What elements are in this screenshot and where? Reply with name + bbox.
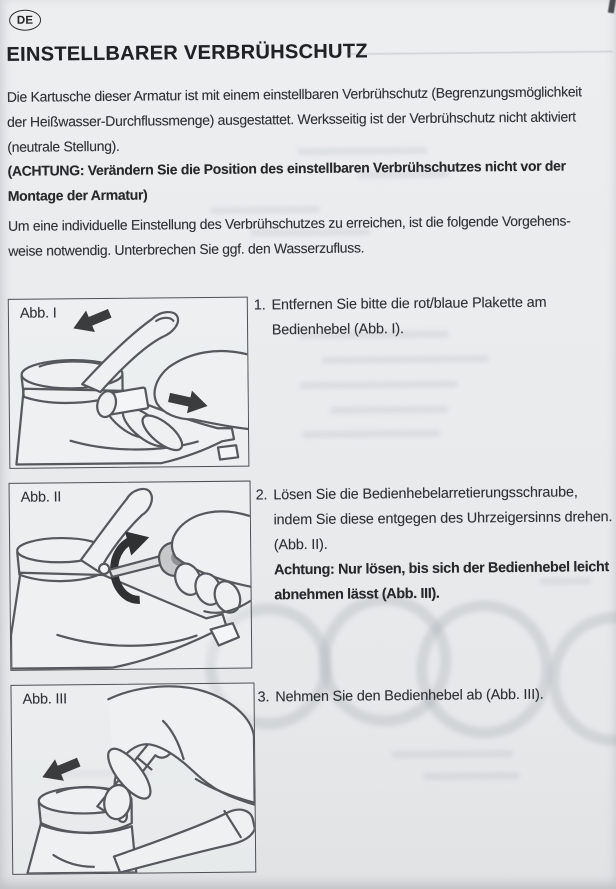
figure-3-box — [10, 683, 256, 875]
scan-edge-artifact — [608, 0, 616, 13]
figure-2-label: Abb. II — [20, 489, 62, 506]
figure-1-illustration — [9, 298, 249, 468]
step-2-text — [273, 480, 613, 608]
step-3 — [257, 682, 613, 710]
step-2-warning-line: abnehmen lässt (Abb. III). — [274, 585, 440, 604]
figure-1-label: Abb. I — [19, 305, 57, 322]
step-3-line: Nehmen Sie den Bedienhebel ab (Abb. III). — [275, 686, 544, 706]
step-2-line: indem Sie diese entgegen des Uhrzeigersinns drehen. — [273, 509, 613, 529]
step-1-line: Bedienhebel (Abb. I). — [271, 321, 404, 339]
lift-off-arrow-icon — [38, 751, 83, 788]
heading-rule — [346, 51, 612, 55]
language-badge-label: DE — [16, 14, 34, 27]
faucet-nozzle — [218, 445, 238, 459]
procedure-line: Um eine individuelle Einstellung des Verbrühschutzes zu erreichen, ist die folgende Vorgehens- — [7, 212, 571, 234]
removal-direction-arrow-icon — [69, 303, 114, 340]
step-1-text — [271, 291, 546, 344]
intro-line: der Heißwasser-Durchflussmenge) ausgestattet. Werksseitig ist der Verbrühschutz nicht aktiviert — [6, 108, 576, 130]
step-1 — [254, 290, 610, 343]
figure-2-box — [9, 481, 253, 671]
figure-1-box — [8, 297, 250, 469]
warning-paragraph — [7, 154, 566, 209]
step-1-line: Entfernen Sie bitte die rot/blaue Plakette am — [271, 294, 547, 314]
intro-paragraph — [7, 79, 583, 160]
locking-screw — [99, 564, 109, 574]
procedure-intro-paragraph — [8, 208, 571, 263]
step-2-line: (Abb. II). — [273, 536, 328, 554]
warning-line: Montage der Armatur) — [7, 186, 148, 204]
language-badge — [9, 10, 41, 31]
step-2-number: 2. — [255, 487, 268, 504]
page-title: EINSTELLBARER VERBRÜHSCHUTZ — [6, 40, 368, 66]
intro-line: (neutrale Stellung). — [7, 137, 120, 155]
figure-2-illustration — [10, 482, 252, 670]
faucet-spout — [114, 809, 256, 872]
step-3-number: 3. — [257, 689, 270, 706]
figure-3-illustration — [11, 684, 255, 874]
step-2-warning-line: Achtung: Nur lösen, bis sich der Bedienhebel leicht — [274, 559, 609, 579]
step-2 — [256, 480, 616, 608]
rotation-arrowhead-icon — [125, 531, 149, 555]
step-2-line: Lösen Sie die Bedienhebelarretierungsschraube, — [273, 484, 578, 504]
bleed-through-artifacts — [0, 0, 612, 3]
step-3-text — [275, 683, 543, 711]
intro-line: Die Kartusche dieser Armatur ist mit einem einstellbaren Verbrühschutz (Begrenzungsmöglichkeit — [6, 83, 582, 105]
procedure-line: weise notwendig. Unterbrechen Sie ggf. den Wasserzufluss. — [8, 239, 365, 259]
warning-line: (ACHTUNG: Verändern Sie die Position des einstellbaren Verbrühschutzes nicht vor der — [7, 157, 566, 179]
step-1-number: 1. — [253, 297, 266, 314]
figure-3-label: Abb. III — [22, 691, 68, 708]
